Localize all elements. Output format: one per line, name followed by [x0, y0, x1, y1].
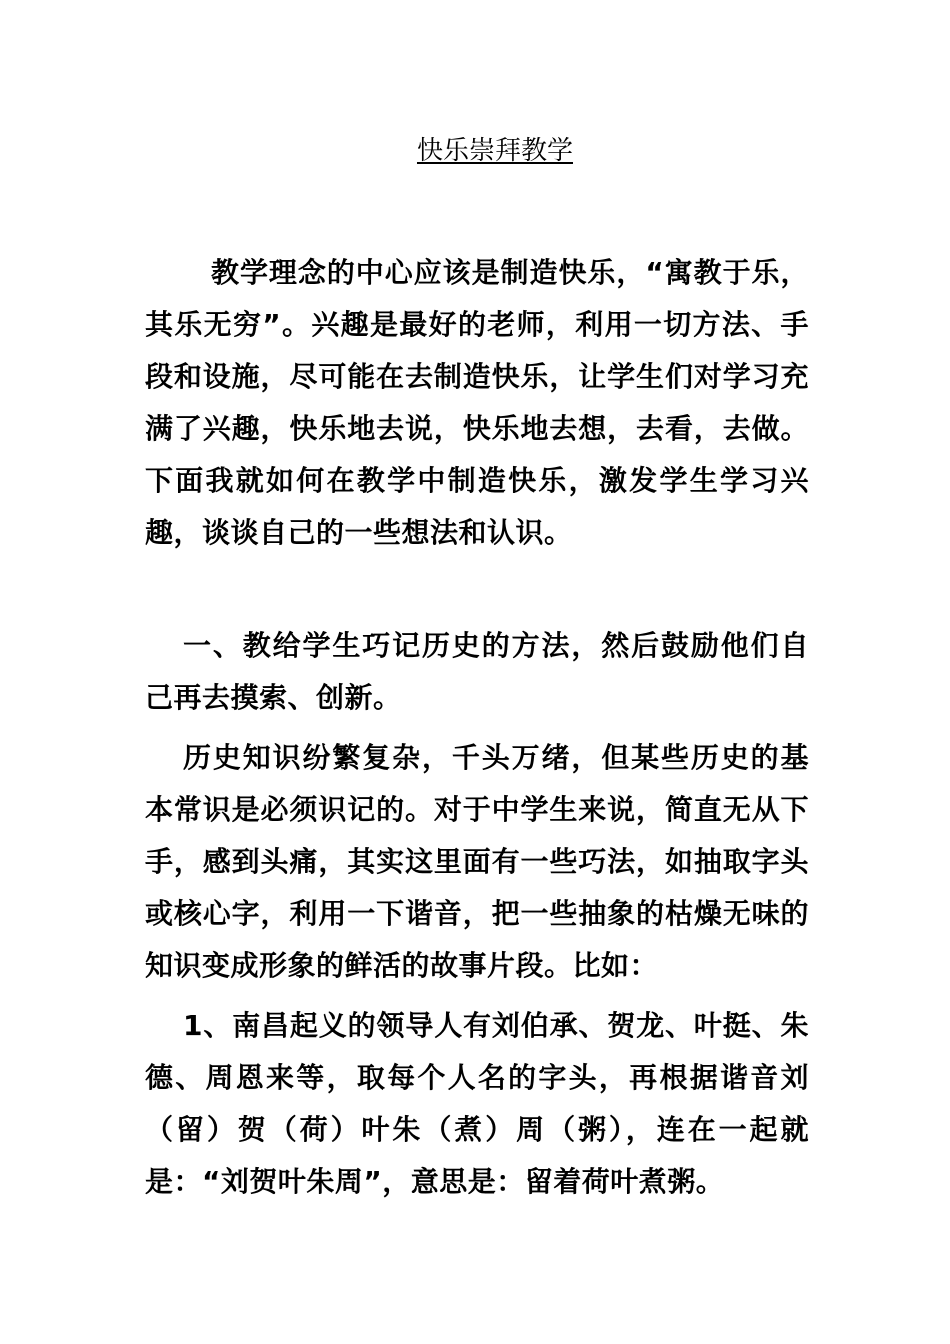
section-heading-one: 一、教给学生巧记历史的方法，然后鼓励他们自己再去摸索、创新。: [145, 629, 809, 714]
intro-paragraph: 教学理念的中心应该是制造快乐，“寓教于乐，其乐无穷”。兴趣是最好的老师，利用一切方法、手段和设施，尽可能在去制造快乐，让学生们对学习充满了兴趣，快乐地去说，快乐地去想，去看，去做。下面我就如何在教学中制造快乐，激发学生学习兴趣，谈谈自己的一些想法和认识。: [145, 256, 809, 549]
body-paragraph: 历史知识纷繁复杂，千头万绪，但某些历史的基本常识是必须识记的。对于中学生来说，简直无从下手，感到头痛，其实这里面有一些巧法，如抽取字头或核心字，利用一下谐音，把一些抽象的枯燥无味的知识变成形象的鲜活的故事片段。比如：: [145, 741, 809, 982]
example-paragraph: 1、南昌起义的领导人有刘伯承、贺龙、叶挺、朱德、周恩来等，取每个人名的字头，再根据谐音刘（留）贺（荷）叶朱（煮）周（粥），连在一起就是：“刘贺叶朱周”，意思是：留着荷叶煮粥。: [145, 1009, 809, 1198]
document-title: 快乐崇拜教学: [416, 136, 573, 166]
